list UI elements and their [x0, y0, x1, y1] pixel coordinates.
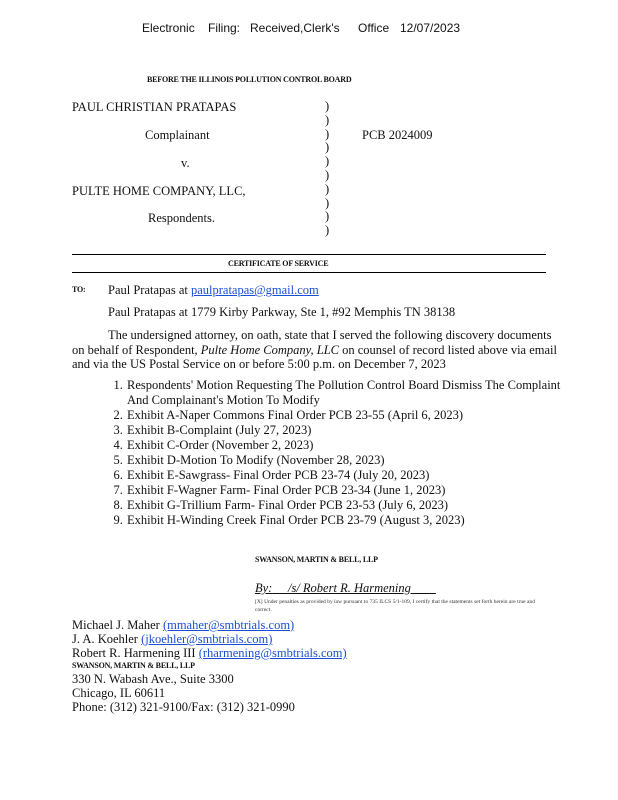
to-line2: Paul Pratapas at 1779 Kirby Parkway, Ste 1, #92 Memphis TN 38138	[108, 305, 456, 319]
firm-heading: SWANSON, MARTIN & BELL, LLP	[255, 555, 378, 564]
intro-b-prefix: on behalf of Respondent,	[72, 343, 198, 357]
document-list	[108, 378, 566, 528]
contact-name: J. A. Koehler	[72, 632, 138, 646]
firm-phone: Phone: (312) 321-9100/Fax: (312) 321-0990	[72, 700, 295, 714]
case-number: PCB 2024009	[362, 128, 433, 142]
certificate-title: CERTIFICATE OF SERVICE	[228, 259, 329, 268]
list-item: 7. Exhibit F-Wagner Farm- Final Order PCB 23-34 (June 1, 2023)	[126, 483, 566, 498]
intro-b-suffix: on counsel of record listed above via email	[342, 343, 557, 357]
list-item: 1. Respondents' Motion Requesting The Pollution Control Board Dismiss The Complaint And Complainant's Motion To Modify	[126, 378, 566, 408]
header-filing: Filing:	[208, 21, 241, 35]
intro-line-c: and via the US Postal Service on or before 5:00 p.m. on December 7, 2023	[72, 357, 446, 371]
intro-line-b	[72, 343, 557, 358]
to-line1-prefix: Paul Pratapas at	[108, 283, 188, 297]
list-item: 2. Exhibit A-Naper Commons Final Order PCB 23-55 (April 6, 2023)	[126, 408, 566, 423]
firm-address1: 330 N. Wabash Ave., Suite 3300	[72, 672, 234, 686]
respondent-role: Respondents.	[148, 211, 216, 225]
contact-email-link[interactable]: (mmaher@smbtrials.com)	[162, 618, 295, 632]
firm-name: SWANSON, MARTIN & BELL, LLP	[72, 661, 195, 670]
complainant-role: Complainant	[145, 128, 210, 142]
versus: v.	[181, 156, 190, 170]
contact-name: Michael J. Maher	[72, 618, 160, 632]
to-email-link[interactable]: paulpratapas@gmail.com	[190, 283, 319, 297]
caption-parens: ) ) ) ) ) ) ) ) ) )	[325, 99, 330, 238]
contact-row	[72, 646, 347, 661]
list-item: 9. Exhibit H-Winding Creek Final Order PCB 23-79 (August 3, 2023)	[126, 513, 566, 528]
header-received: Received,Clerk's	[250, 21, 340, 35]
to-label: TO:	[72, 285, 86, 294]
complainant-name: PAUL CHRISTIAN PRATAPAS	[72, 100, 237, 114]
respondent-name: PULTE HOME COMPANY, LLC,	[72, 184, 246, 198]
contact-row	[72, 632, 272, 647]
by-line	[255, 581, 436, 596]
list-item: 8. Exhibit G-Trillium Farm- Final Order PCB 23-53 (July 6, 2023)	[126, 498, 566, 513]
header-date: 12/07/2023	[400, 21, 461, 35]
rule-top	[72, 254, 546, 255]
rule-bottom	[72, 272, 546, 273]
to-line1	[108, 283, 319, 298]
signature-name: /s/ Robert R. Harmening	[287, 581, 411, 595]
board-title: BEFORE THE ILLINOIS POLLUTION CONTROL BOARD	[147, 75, 352, 84]
contact-email-link[interactable]: (rharmening@smbtrials.com)	[198, 646, 347, 660]
list-item: 5. Exhibit D-Motion To Modify (November 28, 2023)	[126, 453, 566, 468]
respondent-italic: Pulte Home Company, LLC	[200, 343, 339, 357]
header-electronic: Electronic	[142, 21, 195, 35]
affirmation: [X] Under penalties as provided by law pursuant to 735 ILCS 5/1-109, I certify that the statements set forth herein are true and correct.	[255, 599, 535, 613]
contact-email-link[interactable]: (jkoehler@smbtrials.com)	[141, 632, 273, 646]
contact-row	[72, 618, 294, 633]
list-item: 4. Exhibit C-Order (November 2, 2023)	[126, 438, 566, 453]
header-office: Office	[358, 21, 390, 35]
firm-address2: Chicago, IL 60611	[72, 686, 166, 700]
by-label: By:	[255, 581, 273, 595]
list-item: 6. Exhibit E-Sawgrass- Final Order PCB 23-74 (July 20, 2023)	[126, 468, 566, 483]
intro-line-a: The undersigned attorney, on oath, state that I served the following discovery documents	[108, 328, 552, 342]
contact-name: Robert R. Harmening III	[72, 646, 196, 660]
list-item: 3. Exhibit B-Complaint (July 27, 2023)	[126, 423, 566, 438]
